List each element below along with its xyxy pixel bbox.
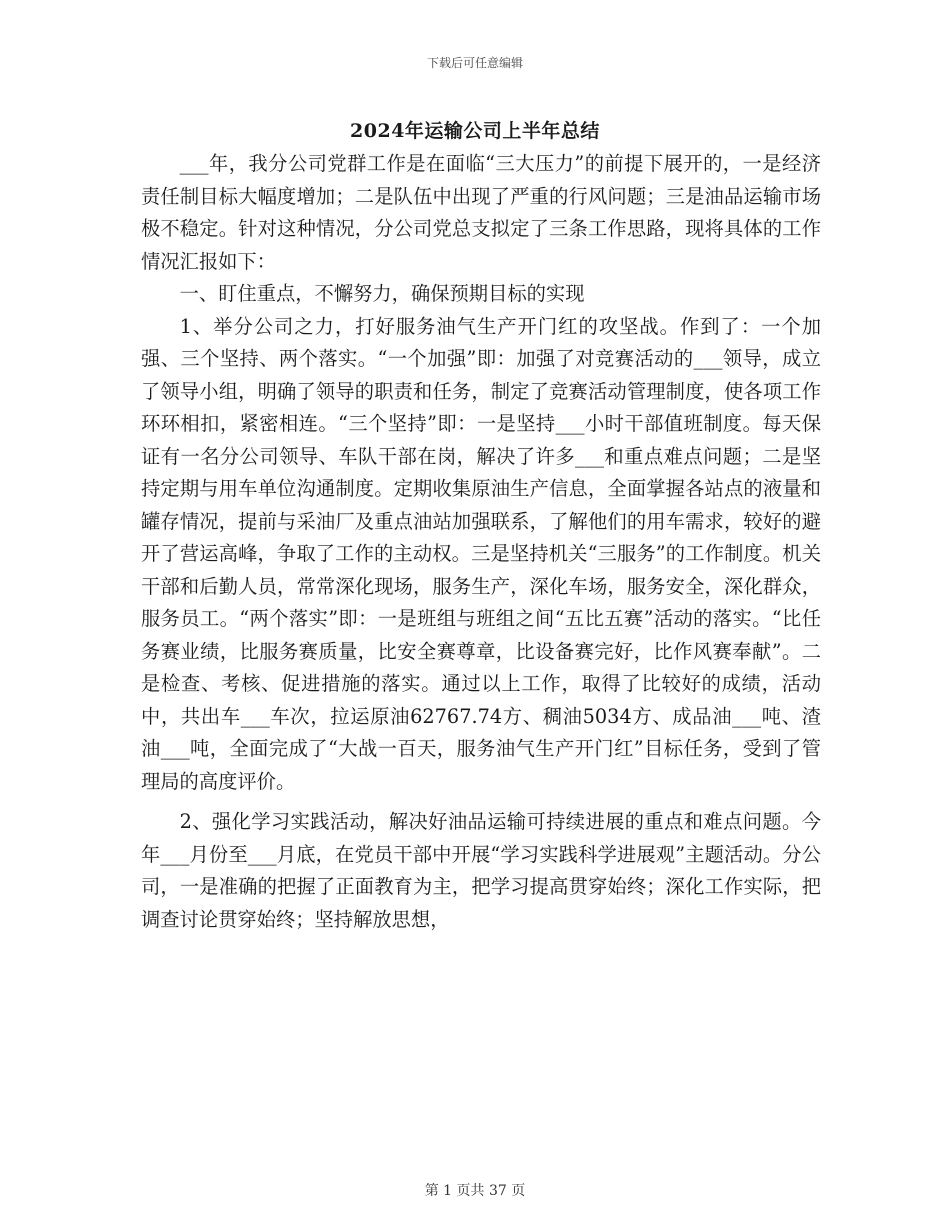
document-title: 2024年运输公司上半年总结 (350, 120, 600, 142)
page-footer-number: 第 1 页共 37 页 (424, 1183, 526, 1199)
paragraph-item-2: 2、强化学习实践活动，解决好油品运输可持续进展的重点和难点问题。今年___月份至___月底，在党员干部中开展“学习实践科学进展观”主题活动。分公司，一是准确的把握了正面教育为主，把学习提高贯穿始终；深化工作实际，把调查讨论贯穿始终；坚持解放思想， (141, 810, 821, 931)
document-body (141, 148, 821, 936)
paragraph-intro: ___年，我分公司党群工作是在面临“三大压力”的前提下展开的，一是经济责任制目标大幅度增加；二是队伍中出现了严重的行风问题；三是油品运输市场极不稳定。针对这种情况，分公司党总支拟定了三条工作思路，现将具体的工作情况汇报如下： (141, 152, 821, 273)
section-heading-1: 一、盯住重点，不懈努力，确保预期目标的实现 (179, 282, 585, 305)
page-header-note: 下载后可任意编辑 (426, 56, 523, 70)
paragraph-item-1: 1、举分公司之力，打好服务油气生产开门红的攻坚战。作到了：一个加强、三个坚持、两个落实。“一个加强”即：加强了对竞赛活动的___领导，成立了领导小组，明确了领导的职责和任务，制定了竞赛活动管理制度，使各项工作环环相扣，紧密相连。“三个坚持”即：一是坚持___小时干部值班制度。每天保证有一名分公司领导、车队干部在岗，解决了许多___和重点难点问题；二是坚持定期与用车单位沟通制度。定期收集原油生产信息，全面掌握各站点的液量和罐存情况，提前与采油厂及重点油站加强联系，了解他们的用车需求，较好的避开了营运高峰，争取了工作的主动权。三是坚持机关“三服务”的工作制度。机关干部和后勤人员，常常深化现场，服务生产，深化车场，服务安全，深化群众，服务员工。“两个落实”即：一是班组与班组之间“五比五赛”活动的落实。“比任务赛业绩，比服务赛质量，比安全赛尊章，比设备赛完好，比作风赛奉献”。二是检查、考核、促进措施的落实。通过以上工作，取得了比较好的成绩，活动中，共出车___车次，拉运原油62767.74方、稠油5034方、成品油___吨、渣油___吨，全面完成了“大战一百天，服务油气生产开门红”目标任务，受到了管理局的高度评价。 (141, 314, 821, 793)
